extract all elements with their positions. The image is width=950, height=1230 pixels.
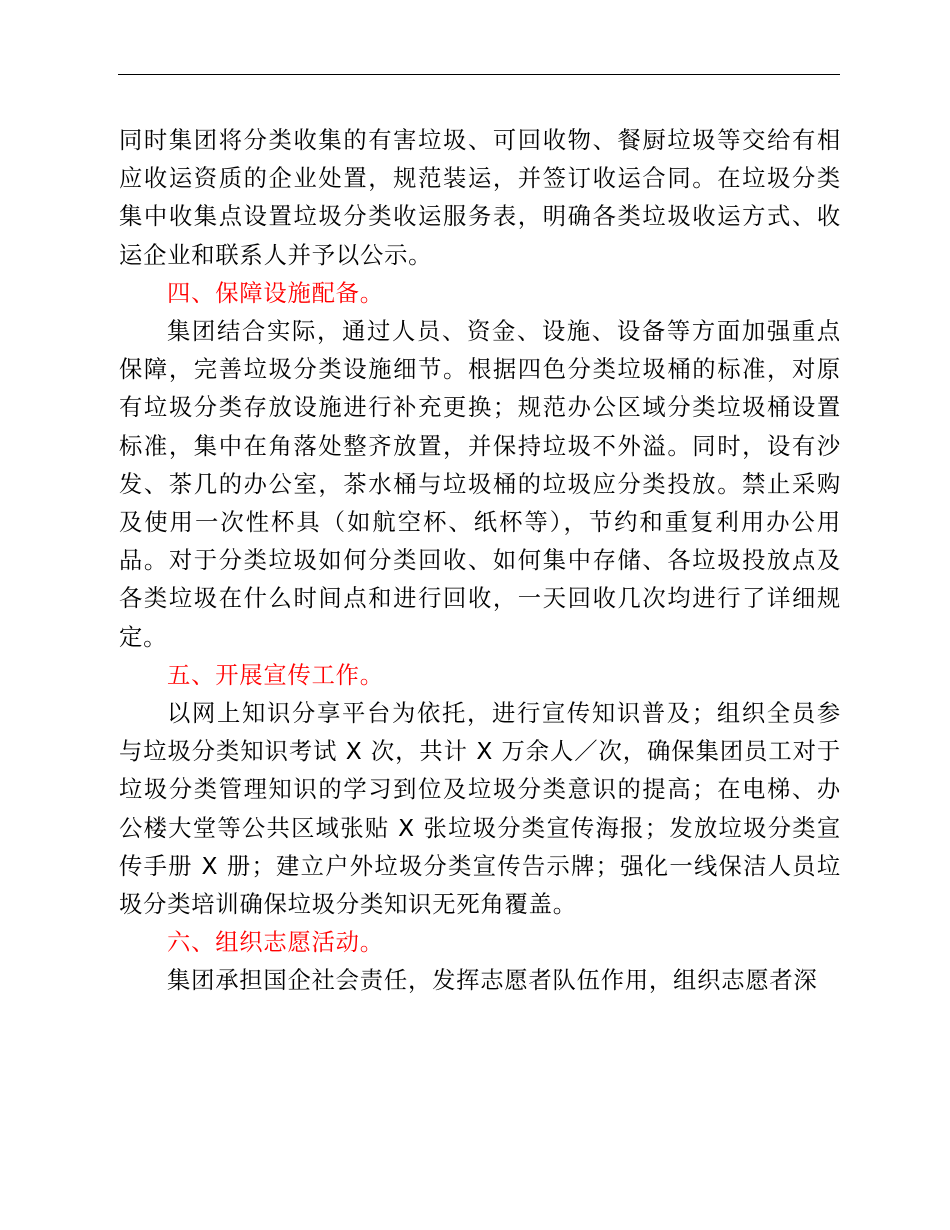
document-body xyxy=(119,122,841,1001)
paragraph-facilities: 集团结合实际，通过人员、资金、设施、设备等方面加强重点保障，完善垃圾分类设施细节。根据四色分类垃圾桶的标准，对原有垃圾分类存放设施进行补充更换；规范办公区域分类垃圾桶设置标准，集中在角落处整齐放置，并保持垃圾不外溢。同时，设有沙发、茶几的办公室，茶水桶与垃圾桶的垃圾应分类投放。禁止采购及使用一次性杯具（如航空杯、纸杯等），节约和重复利用办公用品。对于分类垃圾如何分类回收、如何集中存储、各垃圾投放点及各类垃圾在什么时间点和进行回收，一天回收几次均进行了详细规定。 xyxy=(119,318,841,651)
section-heading-5: 五、开展宣传工作。 xyxy=(167,661,384,689)
paragraph-publicity: 以网上知识分享平台为依托，进行宣传知识普及；组织全员参与垃圾分类知识考试 X 次，共计 X 万余人／次，确保集团员工对于垃圾分类管理知识的学习到位及垃圾分类意识的提高；在电梯、办公楼大堂等公共区域张贴 X 张垃圾分类宣传海报；发放垃圾分类宣传手册 X 册；建立户外垃圾分类宣传告示牌；强化一线保洁人员垃圾分类培训确保垃圾分类知识无死角覆盖。 xyxy=(119,700,841,919)
section-heading-6: 六、组织志愿活动。 xyxy=(167,929,384,957)
paragraph-continued: 同时集团将分类收集的有害垃圾、可回收物、餐厨垃圾等交给有相应收运资质的企业处置，规范装运，并签订收运合同。在垃圾分类集中收集点设置垃圾分类收运服务表，明确各类垃圾收运方式、收运企业和联系人并予以公示。 xyxy=(119,127,841,269)
header-rule xyxy=(118,74,840,75)
section-heading-4: 四、保障设施配备。 xyxy=(167,279,384,307)
paragraph-volunteer: 集团承担国企社会责任，发挥志愿者队伍作用，组织志愿者深 xyxy=(167,967,818,995)
